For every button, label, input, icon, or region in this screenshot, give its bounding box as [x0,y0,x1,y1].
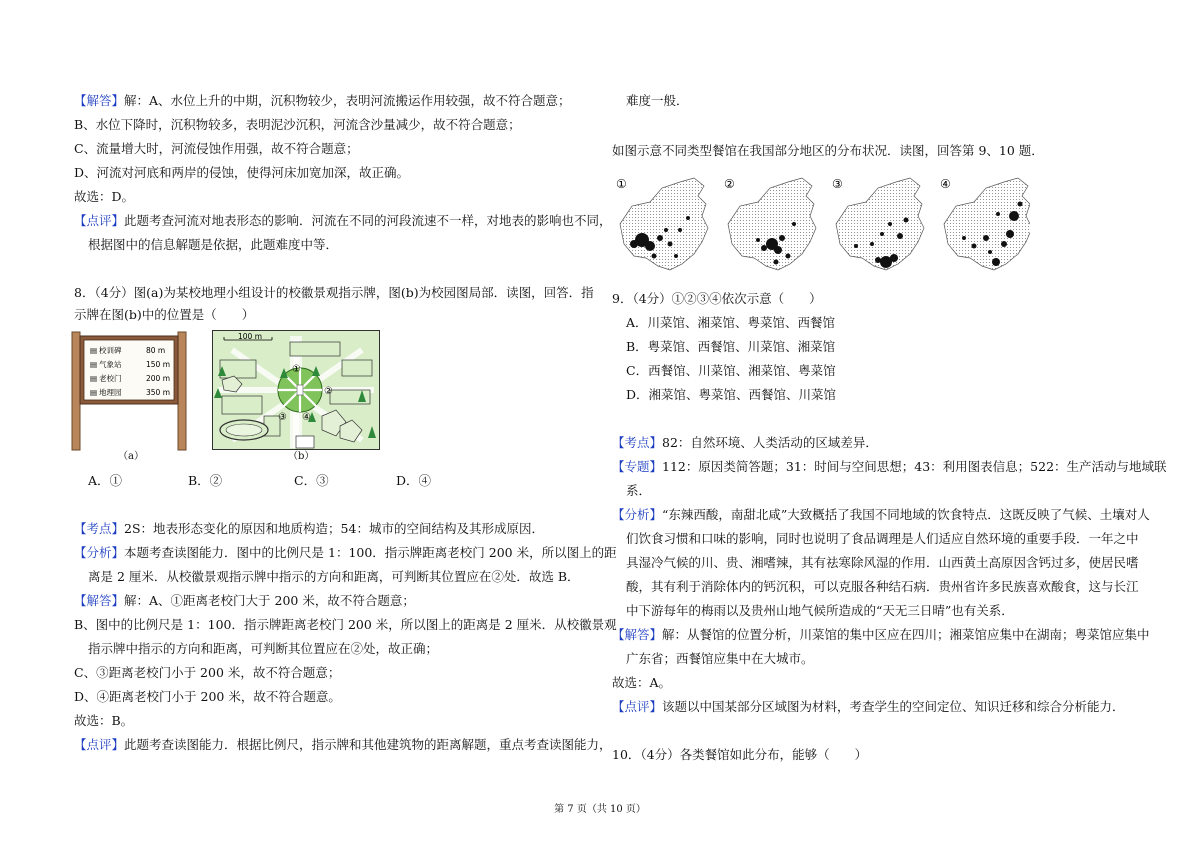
option-c: C．西餐馆、川菜馆、湘菜馆、粤菜馆 [626,363,836,378]
sign-item-dist: 80 m [146,346,166,355]
marker-4: ④ [302,412,311,423]
analysis-line: 离是 2 厘米．从校徽景观指示牌中指示的方向和距离，可判断其位置应在②处．故选 B． [88,569,580,584]
svg-text:▤: ▤ [90,374,98,383]
question-8: 示牌在图(b)中的位置是（ ） [74,307,255,322]
answer-line: C、流量增大时，河流侵蚀作用强，故不符合题意； [74,141,359,156]
comment-line: 【点评】该题以中国某部分区域图为材料，考查学生的空间定位、知识迁移和综合分析能力． [612,699,1125,714]
answer-line: D、④距离老校门小于 200 米，故不符合题意。 [74,689,341,704]
answer-line: C、③距离老校门小于 200 米，故不符合题意； [74,665,341,680]
topic-line: 系． [626,483,652,498]
map-label-4: ④ [940,177,951,191]
caption-a: （a） [118,451,144,462]
page-footer: 第 7 页（共 10 页） [554,804,646,815]
answer-line: 【解答】解：A、①距离老校门大于 200 米，故不符合题意； [74,593,415,608]
answer-line: 故选：B。 [74,713,134,728]
campus-map-figure [212,330,380,450]
sign-item-name: 地理园 [99,388,122,397]
text-line: 难度一般． [626,93,689,108]
option-d: D．湘菜馆、粤菜馆、西餐馆、川菜馆 [626,387,837,402]
svg-text:▤: ▤ [90,360,98,369]
kaodian-line: 【考点】82：自然环境、人类活动的区域差异． [612,435,878,450]
question-9: 9．（4分）①②③④依次示意（ ） [612,291,822,306]
sign-item-name: 气象站 [99,360,122,369]
question-10: 10．（4分）各类餐馆如此分布，能够（ ） [612,747,868,762]
comment-line: 【点评】此题考查读图能力．根据比例尺，指示牌和其他建筑物的距离解题，重点考查读图能力， [74,737,612,752]
right-column [600,0,1200,848]
answer-line: 【解答】解：从餐馆的位置分析，川菜馆的集中区应在四川；湘菜馆应集中在湖南；粤菜馆应集中 [612,627,1150,642]
answer-line: 指示牌中指示的方向和距离，可判断其位置应在②处，故正确； [88,641,439,656]
scale-label: 100 m [238,332,263,341]
marker-1: ① [292,364,301,375]
analysis-line: 中下游每年的梅雨以及贵州山地气候所造成的“天无三日晴”也有关系． [626,603,1014,618]
answer-line: B、水位下降时，沉积物较多，表明泥沙沉积，河流含沙量减少，故不符合题意； [74,117,521,132]
answer-line: D、河流对河底和两岸的侵蚀，使得河床加宽加深，故正确。 [74,165,410,180]
topic-line: 【专题】112：原因类简答题；31：时间与空间思想；43：利用图表信息；522：生产活动与地域联 [612,459,1167,474]
question-8: 8．（4分）图(a)为某校地理小组设计的校徽景观指示牌，图(b)为校园图局部．读图，回答．指 [74,285,594,300]
option-a: A．川菜馆、湘菜馆、粤菜馆、西餐馆 [626,315,836,330]
svg-text:▤: ▤ [90,346,98,355]
option-d: D．④ [396,473,432,488]
answer-line: 故选：D。 [74,189,135,204]
sign-item-dist: 350 m [146,388,171,397]
signboard-figure [70,330,190,452]
answer-line: 广东省；西餐馆应集中在大城市。 [626,651,814,666]
sign-item-name: 老校门 [99,374,122,383]
analysis-line: 们饮食习惯和口味的影响，同时也说明了食品调理是人们适应自然环境的重要手段．一年之中 [626,531,1139,546]
sign-item-name: 校训碑 [99,346,122,355]
analysis-line: 具湿冷气候的川、贵、湘嗜辣，其有祛寒除风湿的作用．山西黄土高原因含钙过多，使居民嗜 [626,555,1139,570]
map-label-1: ① [616,177,627,191]
answer-line: 故选：A。 [612,675,672,690]
svg-text:▤: ▤ [90,388,98,397]
sign-item-dist: 200 m [146,374,171,383]
text-line: 如图示意不同类型餐馆在我国部分地区的分布状况．读图，回答第 9、10 题． [612,143,1044,158]
option-b: B．② [188,473,223,488]
option-a: A．① [88,473,123,488]
analysis-line: 酸，其有利于消除体内的钙沉积，可以克服各种结石病．贵州省许多民族喜欢酸食，这与长江 [626,579,1139,594]
marker-3: ③ [278,412,287,423]
map-label-2: ② [724,177,735,191]
analysis-line: 【分析】本题考查读图能力．图中的比例尺是 1：100．指示牌距离老校门 200 米，所以图上的距 [74,545,617,560]
answer-line: 【解答】解：A、水位上升的中期，沉积物较少，表明河流搬运作用较强，故不符合题意； [74,93,571,108]
kaodian-line: 【考点】2S：地表形态变化的原因和地质构造；54：城市的空间结构及其形成原因． [74,521,544,536]
analysis-line: 【分析】“东辣西酸，南甜北咸”大致概括了我国不同地域的饮食特点．这既反映了气候、土壤对人 [612,507,1150,522]
option-c: C．③ [294,473,329,488]
marker-2: ② [324,386,333,397]
answer-line: B、图中的比例尺是 1：100．指示牌距离老校门 200 米，所以图上的距离是 2 厘米．从校徽景观 [74,617,617,632]
restaurant-distribution-maps [610,168,1030,278]
comment-line: 根据图中的信息解题是依据，此题难度中等． [88,237,339,252]
caption-b: （b） [288,451,315,462]
option-b: B．粤菜馆、西餐馆、川菜馆、湘菜馆 [626,339,836,354]
sign-item-dist: 150 m [146,360,171,369]
map-label-3: ③ [832,177,843,191]
comment-line: 【点评】此题考查河流对地表形态的影响．河流在不同的河段流速不一样，对地表的影响也不同， [74,213,612,228]
